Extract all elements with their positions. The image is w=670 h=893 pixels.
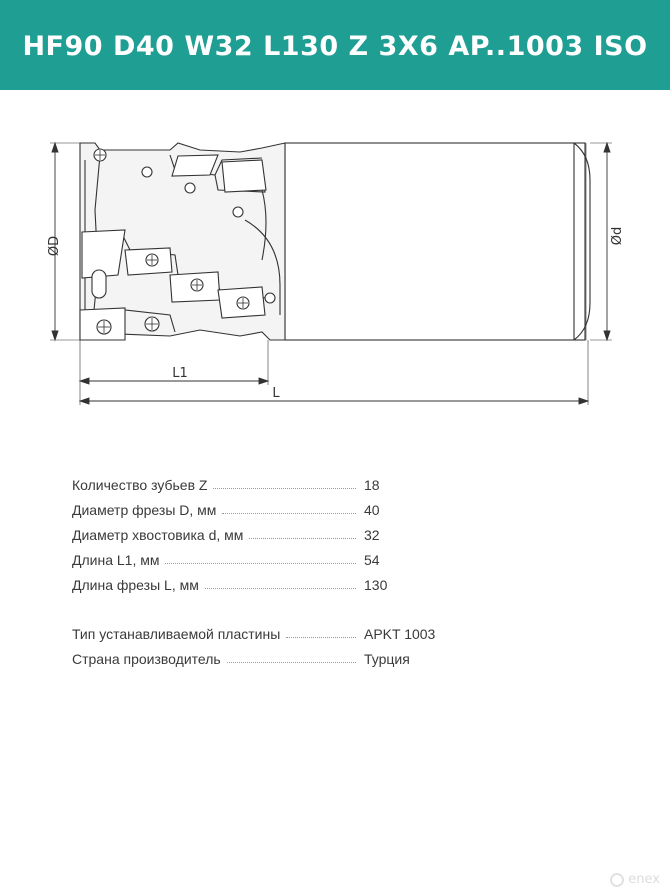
spec-list-extra xyxy=(72,617,472,667)
spec-value: Турция xyxy=(364,651,410,667)
spec-value: 18 xyxy=(364,477,380,493)
header-bar xyxy=(0,0,670,90)
dot-leader xyxy=(222,513,356,514)
dot-leader xyxy=(227,662,356,663)
spec-row-length-l xyxy=(72,568,472,593)
dot-leader xyxy=(249,538,356,539)
spec-value: 130 xyxy=(364,577,388,593)
spec-value: 54 xyxy=(364,552,380,568)
spec-row-length-l1 xyxy=(72,543,472,568)
spec-label: Количество зубьев Z xyxy=(72,477,208,493)
dot-leader xyxy=(205,588,356,589)
spec-list-main xyxy=(72,468,472,593)
watermark xyxy=(610,872,660,887)
dim-label-L: L xyxy=(272,386,280,401)
spec-value: APKT 1003 xyxy=(364,626,436,642)
spec-label: Длина L1, мм xyxy=(72,552,160,568)
shank xyxy=(285,143,585,340)
spec-row-insert-type xyxy=(72,617,472,642)
spec-label: Диаметр фрезы D, мм xyxy=(72,502,217,518)
spec-value: 32 xyxy=(364,527,380,543)
tool-drawing xyxy=(0,100,670,430)
spec-row-teeth xyxy=(72,468,472,493)
spec-value: 40 xyxy=(364,502,380,518)
dot-leader xyxy=(165,563,356,564)
spec-label: Диаметр хвостовика d, мм xyxy=(72,527,244,543)
dim-label-D: ØD xyxy=(47,235,62,257)
spec-label: Страна производитель xyxy=(72,651,221,667)
watermark-text: enex xyxy=(628,872,660,887)
spec-row-country xyxy=(72,642,472,667)
spec-label: Длина фрезы L, мм xyxy=(72,577,199,593)
spec-label: Тип устанавливаемой пластины xyxy=(72,626,281,642)
spec-row-shank-diameter xyxy=(72,518,472,543)
dot-leader xyxy=(286,637,356,638)
page-title: HF90 D40 W32 L130 Z 3X6 AP..1003 ISO xyxy=(22,31,648,62)
dim-label-d: Ød xyxy=(610,226,625,246)
enex-logo-icon xyxy=(610,873,624,887)
dot-leader xyxy=(213,488,356,489)
dim-label-L1: L1 xyxy=(172,366,188,381)
spec-row-diameter-d xyxy=(72,493,472,518)
